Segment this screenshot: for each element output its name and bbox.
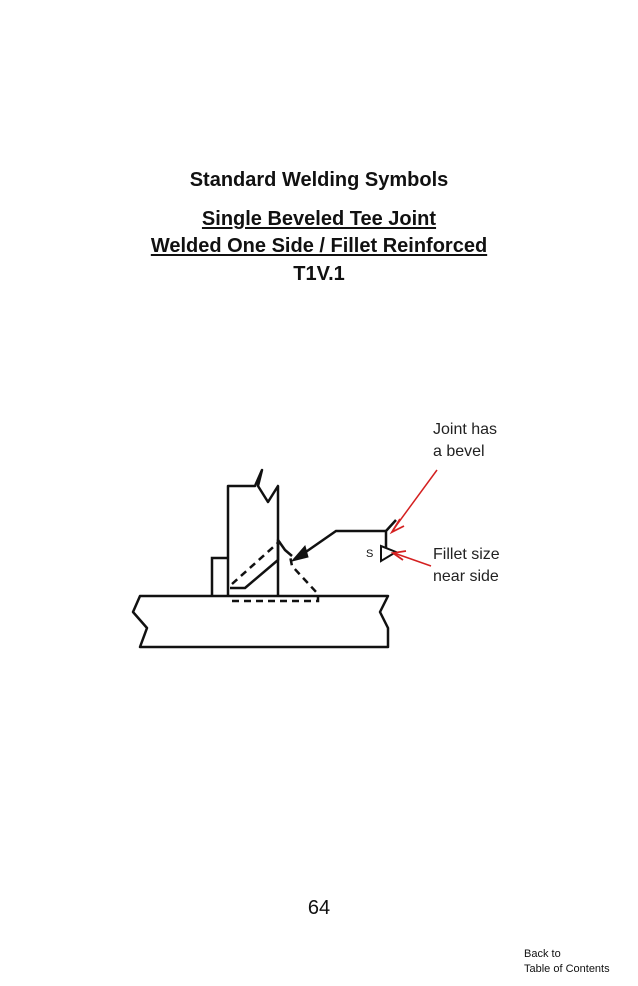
joint-name: Single Beveled Tee Joint bbox=[201, 208, 437, 230]
backing-strip bbox=[212, 558, 228, 596]
page-number: 64 bbox=[307, 897, 331, 919]
base-plate bbox=[133, 596, 388, 647]
page-title: Standard Welding Symbols bbox=[189, 169, 449, 191]
bevel-weld bbox=[230, 540, 292, 588]
fillet-pointer-line bbox=[394, 553, 431, 566]
joint-code: T1V.1 bbox=[293, 263, 345, 285]
bevel-annotation bbox=[433, 419, 497, 463]
back-to-contents-link[interactable] bbox=[524, 947, 610, 977]
fillet-annotation-line2: near side bbox=[433, 568, 499, 585]
back-link-line2: Table of Contents bbox=[524, 963, 610, 975]
fillet-size-letter: S bbox=[366, 548, 374, 560]
fillet-annotation bbox=[433, 544, 500, 588]
joint-description: Welded One Side / Fillet Reinforced bbox=[150, 235, 488, 257]
fillet-annotation-line1: Fillet size bbox=[433, 546, 500, 563]
bevel-symbol bbox=[386, 520, 396, 548]
leader-arrowhead bbox=[292, 546, 308, 561]
bevel-annotation-line2: a bevel bbox=[433, 443, 485, 460]
bevel-annotation-line1: Joint has bbox=[433, 421, 498, 438]
back-link-line1: Back to bbox=[524, 948, 561, 960]
vertical-member bbox=[228, 470, 278, 596]
